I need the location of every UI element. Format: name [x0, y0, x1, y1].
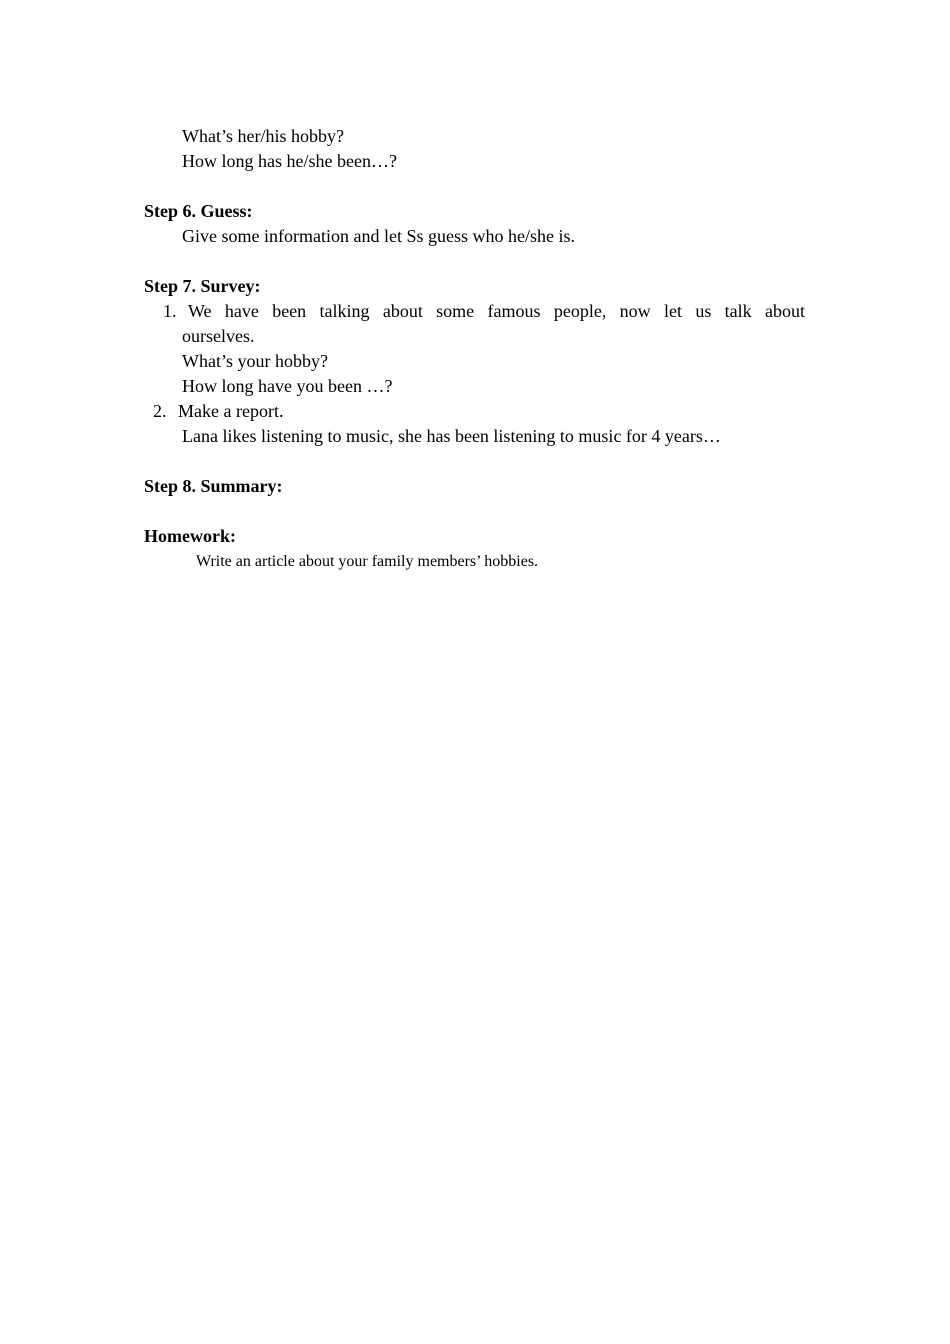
step6-text: Give some information and let Ss guess who he/she is.: [182, 226, 575, 246]
step7-item2-number: 2.: [153, 401, 167, 421]
step7-item1-number: 1.: [163, 301, 177, 321]
step7-item1-continuation: ourselves.: [182, 326, 255, 346]
step7-item2-example: Lana likes listening to music, she has been listening to music for 4 years…: [182, 426, 721, 446]
step7-item1-text: We have been talking about some famous people, now let us talk about: [188, 301, 805, 321]
homework-heading: Homework:: [144, 526, 236, 546]
question-hobby: What’s her/his hobby?: [182, 126, 344, 146]
step8-heading: Step 8. Summary:: [144, 476, 283, 496]
step7-question-how-long: How long have you been …?: [182, 376, 393, 396]
step7-heading: Step 7. Survey:: [144, 276, 261, 296]
question-how-long: How long has he/she been…?: [182, 151, 397, 171]
step7-item2-text: Make a report.: [178, 401, 284, 421]
step6-heading: Step 6. Guess:: [144, 201, 253, 221]
step7-question-hobby: What’s your hobby?: [182, 351, 328, 371]
homework-text: Write an article about your family members’ hobbies.: [196, 553, 539, 570]
